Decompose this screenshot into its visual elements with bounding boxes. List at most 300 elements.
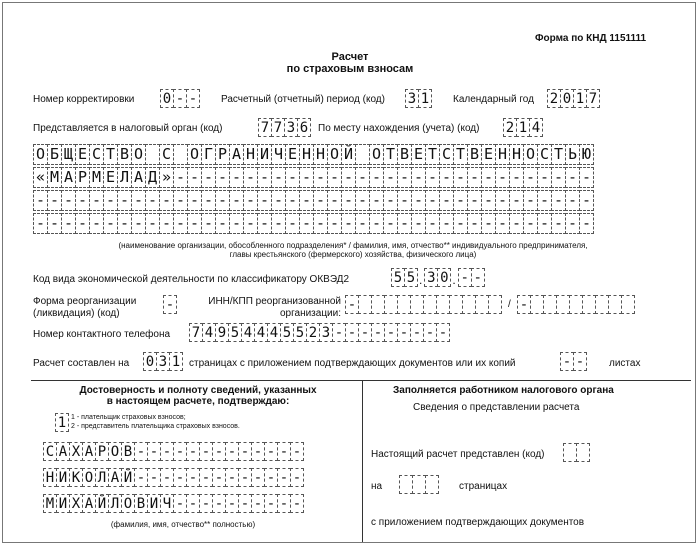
char-cell[interactable]: - bbox=[327, 190, 342, 211]
char-cell[interactable]: Е bbox=[103, 167, 118, 188]
char-cell[interactable]: - bbox=[215, 167, 230, 188]
char-cell[interactable]: - bbox=[537, 190, 552, 211]
char-cell[interactable]: 4 bbox=[529, 118, 543, 137]
char-cell[interactable]: В bbox=[134, 494, 148, 513]
char-cell[interactable]: Х bbox=[69, 442, 83, 461]
char-cell[interactable]: - bbox=[145, 190, 160, 211]
org-name-line-1[interactable] bbox=[33, 144, 593, 165]
char-cell[interactable]: - bbox=[201, 167, 216, 188]
char-cell[interactable]: 5 bbox=[228, 323, 242, 342]
char-cell[interactable]: - bbox=[471, 268, 485, 287]
char-cell[interactable]: - bbox=[33, 190, 48, 211]
signer-type-field[interactable] bbox=[55, 413, 68, 432]
char-cell[interactable]: - bbox=[371, 323, 385, 342]
char-cell[interactable]: - bbox=[117, 190, 132, 211]
phone-field[interactable] bbox=[189, 323, 449, 342]
char-cell[interactable]: - bbox=[467, 167, 482, 188]
char-cell[interactable] bbox=[384, 295, 398, 314]
char-cell[interactable]: - bbox=[313, 213, 328, 234]
char-cell[interactable]: - bbox=[186, 442, 200, 461]
char-cell[interactable]: - bbox=[47, 190, 62, 211]
char-cell[interactable]: 3 bbox=[405, 89, 419, 108]
char-cell[interactable]: - bbox=[160, 468, 174, 487]
char-cell[interactable]: - bbox=[495, 213, 510, 234]
char-cell[interactable]: О bbox=[369, 144, 384, 165]
char-cell[interactable]: - bbox=[134, 468, 148, 487]
char-cell[interactable]: - bbox=[173, 442, 187, 461]
char-cell[interactable]: - bbox=[439, 190, 454, 211]
char-cell[interactable]: - bbox=[579, 167, 594, 188]
char-cell[interactable]: И bbox=[56, 468, 70, 487]
char-cell[interactable]: - bbox=[439, 213, 454, 234]
char-cell[interactable]: - bbox=[225, 468, 239, 487]
char-cell[interactable]: К bbox=[69, 468, 83, 487]
char-cell[interactable]: - bbox=[117, 213, 132, 234]
char-cell[interactable] bbox=[173, 144, 188, 165]
char-cell[interactable]: - bbox=[579, 213, 594, 234]
char-cell[interactable]: - bbox=[453, 213, 468, 234]
char-cell[interactable]: 1 bbox=[55, 413, 69, 432]
char-cell[interactable]: Ч bbox=[271, 144, 286, 165]
char-cell[interactable]: Д bbox=[145, 167, 160, 188]
char-cell[interactable]: - bbox=[147, 468, 161, 487]
char-cell[interactable]: Е bbox=[481, 144, 496, 165]
pages-count-field[interactable] bbox=[143, 352, 182, 371]
char-cell[interactable]: О bbox=[327, 144, 342, 165]
char-cell[interactable]: - bbox=[186, 494, 200, 513]
char-cell[interactable]: Е bbox=[75, 144, 90, 165]
char-cell[interactable]: - bbox=[147, 442, 161, 461]
char-cell[interactable]: - bbox=[251, 494, 265, 513]
char-cell[interactable]: Т bbox=[103, 144, 118, 165]
char-cell[interactable]: С bbox=[537, 144, 552, 165]
char-cell[interactable]: - bbox=[187, 190, 202, 211]
char-cell[interactable]: А bbox=[61, 167, 76, 188]
char-cell[interactable]: О bbox=[523, 144, 538, 165]
received-pages-field[interactable] bbox=[399, 475, 438, 494]
org-name-line-4[interactable] bbox=[33, 213, 593, 234]
char-cell[interactable]: - bbox=[573, 352, 587, 371]
char-cell[interactable]: 7 bbox=[586, 89, 600, 108]
char-cell[interactable]: - bbox=[453, 167, 468, 188]
char-cell[interactable]: - bbox=[355, 213, 370, 234]
char-cell[interactable]: - bbox=[369, 213, 384, 234]
char-cell[interactable] bbox=[397, 295, 411, 314]
char-cell[interactable]: 4 bbox=[254, 323, 268, 342]
char-cell[interactable]: - bbox=[257, 190, 272, 211]
copies-count-field[interactable] bbox=[560, 352, 586, 371]
reorg-kpp-field[interactable] bbox=[517, 295, 634, 314]
char-cell[interactable]: 1 bbox=[573, 89, 587, 108]
char-cell[interactable]: А bbox=[82, 494, 96, 513]
char-cell[interactable]: Л bbox=[117, 167, 132, 188]
char-cell[interactable]: - bbox=[187, 167, 202, 188]
char-cell[interactable]: А bbox=[108, 468, 122, 487]
char-cell[interactable]: - bbox=[61, 190, 76, 211]
char-cell[interactable]: Ь bbox=[565, 144, 580, 165]
char-cell[interactable]: Й bbox=[341, 144, 356, 165]
char-cell[interactable]: » bbox=[159, 167, 174, 188]
char-cell[interactable]: - bbox=[551, 167, 566, 188]
char-cell[interactable]: Щ bbox=[61, 144, 76, 165]
char-cell[interactable]: - bbox=[467, 213, 482, 234]
period-code-field[interactable] bbox=[405, 89, 431, 108]
char-cell[interactable]: В bbox=[397, 144, 412, 165]
char-cell[interactable]: - bbox=[243, 190, 258, 211]
char-cell[interactable]: - bbox=[341, 213, 356, 234]
char-cell[interactable]: - bbox=[467, 190, 482, 211]
char-cell[interactable]: - bbox=[264, 442, 278, 461]
char-cell[interactable]: - bbox=[75, 213, 90, 234]
char-cell[interactable]: - bbox=[131, 213, 146, 234]
char-cell[interactable]: И bbox=[147, 494, 161, 513]
char-cell[interactable]: - bbox=[345, 295, 359, 314]
char-cell[interactable]: 3 bbox=[319, 323, 333, 342]
char-cell[interactable]: В bbox=[467, 144, 482, 165]
char-cell[interactable]: 7 bbox=[271, 118, 285, 137]
char-cell[interactable]: - bbox=[251, 442, 265, 461]
char-cell[interactable]: 7 bbox=[258, 118, 272, 137]
char-cell[interactable]: - bbox=[397, 190, 412, 211]
char-cell[interactable]: - bbox=[509, 213, 524, 234]
char-cell[interactable]: - bbox=[481, 190, 496, 211]
char-cell[interactable]: О bbox=[108, 442, 122, 461]
char-cell[interactable]: - bbox=[173, 190, 188, 211]
char-cell[interactable]: Р bbox=[75, 167, 90, 188]
char-cell[interactable]: - bbox=[199, 468, 213, 487]
char-cell[interactable]: Е bbox=[285, 144, 300, 165]
char-cell[interactable] bbox=[556, 295, 570, 314]
char-cell[interactable] bbox=[410, 295, 424, 314]
char-cell[interactable]: - bbox=[383, 213, 398, 234]
char-cell[interactable]: - bbox=[551, 213, 566, 234]
char-cell[interactable]: - bbox=[458, 268, 472, 287]
char-cell[interactable]: - bbox=[327, 213, 342, 234]
char-cell[interactable]: - bbox=[411, 213, 426, 234]
char-cell[interactable]: - bbox=[215, 213, 230, 234]
char-cell[interactable] bbox=[576, 443, 590, 462]
char-cell[interactable]: - bbox=[134, 442, 148, 461]
okved-code-field[interactable] bbox=[391, 268, 484, 287]
char-cell[interactable]: - bbox=[61, 213, 76, 234]
char-cell[interactable]: - bbox=[229, 213, 244, 234]
char-cell[interactable]: - bbox=[425, 167, 440, 188]
char-cell[interactable]: - bbox=[495, 167, 510, 188]
char-cell[interactable]: А bbox=[56, 442, 70, 461]
char-cell[interactable]: 5 bbox=[293, 323, 307, 342]
char-cell[interactable]: - bbox=[423, 323, 437, 342]
char-cell[interactable]: - bbox=[257, 213, 272, 234]
char-cell[interactable]: - bbox=[201, 190, 216, 211]
char-cell[interactable]: - bbox=[537, 213, 552, 234]
char-cell[interactable]: - bbox=[215, 190, 230, 211]
char-cell[interactable]: - bbox=[439, 167, 454, 188]
char-cell[interactable] bbox=[355, 144, 370, 165]
char-cell[interactable]: Л bbox=[95, 468, 109, 487]
char-cell[interactable]: 1 bbox=[516, 118, 530, 137]
char-cell[interactable]: Т bbox=[453, 144, 468, 165]
char-cell[interactable]: Р bbox=[215, 144, 230, 165]
char-cell[interactable]: - bbox=[173, 494, 187, 513]
char-cell[interactable]: - bbox=[212, 442, 226, 461]
char-cell[interactable]: - bbox=[299, 167, 314, 188]
org-name-line-2[interactable] bbox=[33, 167, 593, 188]
char-cell[interactable]: - bbox=[290, 442, 304, 461]
char-cell[interactable]: - bbox=[397, 213, 412, 234]
char-cell[interactable]: М bbox=[47, 167, 62, 188]
char-cell[interactable]: - bbox=[509, 167, 524, 188]
char-cell[interactable] bbox=[475, 295, 489, 314]
char-cell[interactable]: - bbox=[277, 468, 291, 487]
char-cell[interactable]: - bbox=[560, 352, 574, 371]
char-cell[interactable]: Н bbox=[243, 144, 258, 165]
first-name-field[interactable] bbox=[43, 468, 303, 487]
char-cell[interactable] bbox=[543, 295, 557, 314]
char-cell[interactable]: С bbox=[89, 144, 104, 165]
char-cell[interactable]: - bbox=[199, 494, 213, 513]
char-cell[interactable]: - bbox=[495, 190, 510, 211]
char-cell[interactable] bbox=[563, 443, 577, 462]
char-cell[interactable]: М bbox=[89, 167, 104, 188]
surname-field[interactable] bbox=[43, 442, 303, 461]
char-cell[interactable]: С bbox=[159, 144, 174, 165]
char-cell[interactable]: - bbox=[565, 213, 580, 234]
char-cell[interactable]: - bbox=[345, 323, 359, 342]
char-cell[interactable]: - bbox=[212, 494, 226, 513]
location-code-field[interactable] bbox=[503, 118, 542, 137]
char-cell[interactable]: Т bbox=[383, 144, 398, 165]
char-cell[interactable] bbox=[371, 295, 385, 314]
char-cell[interactable]: - bbox=[358, 323, 372, 342]
char-cell[interactable]: М bbox=[43, 494, 57, 513]
char-cell[interactable] bbox=[530, 295, 544, 314]
char-cell[interactable]: Р bbox=[95, 442, 109, 461]
char-cell[interactable]: - bbox=[199, 442, 213, 461]
char-cell[interactable]: - bbox=[299, 213, 314, 234]
char-cell[interactable]: - bbox=[384, 323, 398, 342]
char-cell[interactable]: Й bbox=[95, 494, 109, 513]
char-cell[interactable]: - bbox=[257, 167, 272, 188]
char-cell[interactable] bbox=[145, 144, 160, 165]
char-cell[interactable]: - bbox=[131, 190, 146, 211]
char-cell[interactable]: 5 bbox=[391, 268, 405, 287]
char-cell[interactable]: - bbox=[229, 190, 244, 211]
char-cell[interactable]: Ю bbox=[579, 144, 594, 165]
char-cell[interactable]: Л bbox=[108, 494, 122, 513]
char-cell[interactable] bbox=[425, 475, 439, 494]
char-cell[interactable]: 4 bbox=[267, 323, 281, 342]
char-cell[interactable]: 0 bbox=[560, 89, 574, 108]
reorg-inn-field[interactable] bbox=[345, 295, 501, 314]
char-cell[interactable]: 1 bbox=[169, 352, 183, 371]
char-cell[interactable]: - bbox=[579, 190, 594, 211]
char-cell[interactable]: 0 bbox=[437, 268, 451, 287]
char-cell[interactable]: - bbox=[481, 167, 496, 188]
char-cell[interactable]: - bbox=[355, 190, 370, 211]
char-cell[interactable]: - bbox=[411, 167, 426, 188]
char-cell[interactable]: А bbox=[82, 442, 96, 461]
char-cell[interactable]: 4 bbox=[241, 323, 255, 342]
char-cell[interactable]: - bbox=[103, 190, 118, 211]
char-cell[interactable]: - bbox=[369, 167, 384, 188]
char-cell[interactable] bbox=[582, 295, 596, 314]
char-cell[interactable]: - bbox=[264, 494, 278, 513]
char-cell[interactable]: - bbox=[271, 167, 286, 188]
char-cell[interactable] bbox=[595, 295, 609, 314]
char-cell[interactable]: 9 bbox=[215, 323, 229, 342]
char-cell[interactable]: - bbox=[517, 295, 531, 314]
presented-code-field[interactable] bbox=[563, 443, 589, 462]
char-cell[interactable] bbox=[569, 295, 583, 314]
char-cell[interactable]: - bbox=[160, 442, 174, 461]
char-cell[interactable]: - bbox=[509, 190, 524, 211]
char-cell[interactable]: - bbox=[173, 468, 187, 487]
char-cell[interactable]: 2 bbox=[503, 118, 517, 137]
char-cell[interactable]: - bbox=[285, 190, 300, 211]
char-cell[interactable]: - bbox=[523, 213, 538, 234]
char-cell[interactable]: Г bbox=[201, 144, 216, 165]
tax-organ-code-field[interactable] bbox=[258, 118, 310, 137]
char-cell[interactable]: 5 bbox=[404, 268, 418, 287]
char-cell[interactable]: - bbox=[453, 190, 468, 211]
char-cell[interactable]: - bbox=[523, 190, 538, 211]
char-cell[interactable]: Н bbox=[43, 468, 57, 487]
char-cell[interactable]: Б bbox=[47, 144, 62, 165]
char-cell[interactable]: - bbox=[341, 167, 356, 188]
char-cell[interactable]: Х bbox=[69, 494, 83, 513]
char-cell[interactable]: - bbox=[173, 213, 188, 234]
char-cell[interactable]: - bbox=[89, 213, 104, 234]
correction-number-field[interactable] bbox=[160, 89, 199, 108]
char-cell[interactable]: - bbox=[238, 494, 252, 513]
char-cell[interactable]: 6 bbox=[297, 118, 311, 137]
char-cell[interactable]: - bbox=[285, 213, 300, 234]
char-cell[interactable]: « bbox=[33, 167, 48, 188]
char-cell[interactable]: - bbox=[332, 323, 346, 342]
char-cell[interactable]: - bbox=[159, 213, 174, 234]
char-cell[interactable]: - bbox=[411, 190, 426, 211]
char-cell[interactable]: Н bbox=[495, 144, 510, 165]
char-cell[interactable]: Й bbox=[121, 468, 135, 487]
char-cell[interactable]: - bbox=[229, 167, 244, 188]
char-cell[interactable]: О bbox=[33, 144, 48, 165]
patronymic-field[interactable] bbox=[43, 494, 303, 513]
char-cell[interactable]: - bbox=[201, 213, 216, 234]
char-cell[interactable]: - bbox=[212, 468, 226, 487]
char-cell[interactable]: О bbox=[121, 494, 135, 513]
char-cell[interactable]: - bbox=[285, 167, 300, 188]
char-cell[interactable]: 1 bbox=[418, 89, 432, 108]
char-cell[interactable]: - bbox=[75, 190, 90, 211]
char-cell[interactable]: - bbox=[243, 213, 258, 234]
char-cell[interactable]: - bbox=[225, 442, 239, 461]
char-cell[interactable]: 4 bbox=[202, 323, 216, 342]
reorg-form-code-field[interactable] bbox=[163, 295, 176, 314]
char-cell[interactable]: В bbox=[117, 144, 132, 165]
char-cell[interactable] bbox=[358, 295, 372, 314]
char-cell[interactable]: Н bbox=[509, 144, 524, 165]
char-cell[interactable]: - bbox=[565, 190, 580, 211]
char-cell[interactable]: И bbox=[56, 494, 70, 513]
char-cell[interactable]: С bbox=[43, 442, 57, 461]
char-cell[interactable] bbox=[449, 295, 463, 314]
char-cell[interactable]: Е bbox=[411, 144, 426, 165]
char-cell[interactable]: - bbox=[290, 494, 304, 513]
char-cell[interactable]: О bbox=[82, 468, 96, 487]
char-cell[interactable]: - bbox=[410, 323, 424, 342]
char-cell[interactable]: - bbox=[47, 213, 62, 234]
char-cell[interactable]: Н bbox=[299, 144, 314, 165]
char-cell[interactable]: 3 bbox=[156, 352, 170, 371]
char-cell[interactable]: 3 bbox=[424, 268, 438, 287]
char-cell[interactable] bbox=[412, 475, 426, 494]
char-cell[interactable]: С bbox=[439, 144, 454, 165]
char-cell[interactable]: - bbox=[327, 167, 342, 188]
char-cell[interactable]: - bbox=[397, 323, 411, 342]
char-cell[interactable]: - bbox=[565, 167, 580, 188]
char-cell[interactable]: Т bbox=[425, 144, 440, 165]
char-cell[interactable] bbox=[621, 295, 635, 314]
char-cell[interactable]: 3 bbox=[284, 118, 298, 137]
char-cell[interactable] bbox=[423, 295, 437, 314]
char-cell[interactable]: О bbox=[187, 144, 202, 165]
char-cell[interactable]: - bbox=[225, 494, 239, 513]
char-cell[interactable]: - bbox=[186, 468, 200, 487]
char-cell[interactable]: - bbox=[103, 213, 118, 234]
calendar-year-field[interactable] bbox=[547, 89, 599, 108]
char-cell[interactable]: Н bbox=[313, 144, 328, 165]
char-cell[interactable]: - bbox=[383, 190, 398, 211]
char-cell[interactable]: - bbox=[313, 190, 328, 211]
char-cell[interactable]: - bbox=[397, 167, 412, 188]
char-cell[interactable]: - bbox=[290, 468, 304, 487]
char-cell[interactable] bbox=[399, 475, 413, 494]
char-cell[interactable]: - bbox=[187, 213, 202, 234]
char-cell[interactable]: А bbox=[131, 167, 146, 188]
char-cell[interactable]: - bbox=[436, 323, 450, 342]
char-cell[interactable]: И bbox=[257, 144, 272, 165]
char-cell[interactable]: - bbox=[277, 494, 291, 513]
char-cell[interactable]: - bbox=[299, 190, 314, 211]
char-cell[interactable]: - bbox=[173, 167, 188, 188]
char-cell[interactable]: - bbox=[186, 89, 200, 108]
char-cell[interactable]: 7 bbox=[189, 323, 203, 342]
char-cell[interactable]: А bbox=[229, 144, 244, 165]
char-cell[interactable] bbox=[462, 295, 476, 314]
char-cell[interactable]: - bbox=[89, 190, 104, 211]
char-cell[interactable] bbox=[436, 295, 450, 314]
char-cell[interactable]: - bbox=[145, 213, 160, 234]
char-cell[interactable]: - bbox=[271, 190, 286, 211]
char-cell[interactable]: - bbox=[425, 190, 440, 211]
char-cell[interactable]: - bbox=[383, 167, 398, 188]
char-cell[interactable]: - bbox=[523, 167, 538, 188]
char-cell[interactable]: 0 bbox=[160, 89, 174, 108]
char-cell[interactable]: - bbox=[369, 190, 384, 211]
char-cell[interactable]: - bbox=[163, 295, 177, 314]
char-cell[interactable]: В bbox=[121, 442, 135, 461]
char-cell[interactable]: - bbox=[551, 190, 566, 211]
char-cell[interactable]: Т bbox=[551, 144, 566, 165]
char-cell[interactable] bbox=[608, 295, 622, 314]
char-cell[interactable]: - bbox=[243, 167, 258, 188]
char-cell[interactable]: - bbox=[238, 442, 252, 461]
char-cell[interactable]: - bbox=[251, 468, 265, 487]
char-cell[interactable]: - bbox=[33, 213, 48, 234]
char-cell[interactable] bbox=[488, 295, 502, 314]
org-name-line-3[interactable] bbox=[33, 190, 593, 211]
char-cell[interactable]: 0 bbox=[143, 352, 157, 371]
